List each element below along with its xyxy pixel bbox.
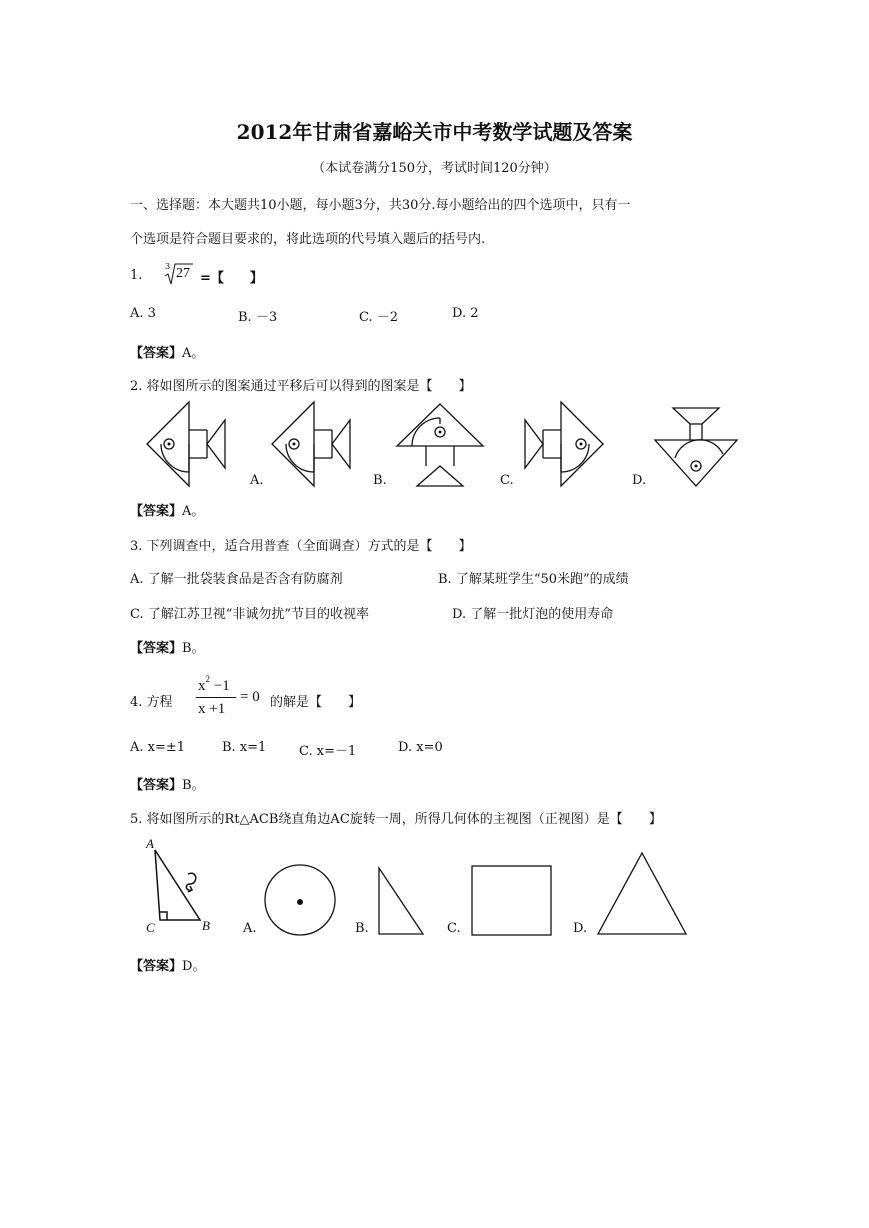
answer-value: B。	[182, 778, 205, 793]
q5-triangle-figure	[140, 836, 230, 940]
q2-original-fish-figure	[147, 402, 229, 488]
q2-stem: 2. 将如图所示的图案通过平移后可以得到的图案是【 】	[130, 379, 472, 394]
q4-answer	[130, 774, 205, 793]
q4-numerator-exponent: 2	[205, 674, 210, 684]
fraction-bar	[196, 697, 236, 698]
answer-label: 【答案】	[130, 641, 183, 656]
q5-option-b-triangle-figure	[377, 866, 427, 938]
q1-bracket: =【 】	[200, 271, 263, 286]
q3-option-c: C. 了解江苏卫视“非诚勿扰”节目的收视率	[130, 607, 370, 622]
q4-numerator	[198, 676, 230, 695]
q5-option-c-rectangle-figure	[471, 865, 553, 937]
section-intro-line2: 个选项是符合题目要求的，将此选项的代号填入题后的括号内.	[130, 232, 486, 247]
q3-stem: 3. 下列调查中，适合用普查（全面调查）方式的是【 】	[130, 539, 472, 554]
q1-option-c: C. －2	[359, 310, 399, 325]
q3-option-d: D. 了解一批灯泡的使用寿命	[452, 607, 614, 622]
answer-value: A。	[182, 346, 205, 361]
q3-option-b: B. 了解某班学生“50米跑”的成绩	[438, 572, 629, 587]
q4-numerator-base: x	[198, 678, 206, 694]
q5-option-a-circle-figure	[264, 864, 336, 936]
answer-label: 【答案】	[130, 346, 183, 361]
q2-option-d-figure	[655, 408, 737, 488]
q3-option-a: A. 了解一批袋装食品是否含有防腐剂	[130, 572, 343, 587]
q1-option-a: A. 3	[130, 306, 156, 321]
answer-label: 【答案】	[130, 959, 183, 974]
q4-numerator-tail: −1	[210, 678, 230, 694]
q5-option-c-label: C.	[447, 921, 461, 936]
q1-option-d: D. 2	[452, 306, 479, 321]
q2-option-c-figure	[525, 402, 607, 488]
q3-answer	[130, 637, 205, 656]
q2-option-a-label: A.	[250, 473, 264, 488]
q2-option-d-label: D.	[632, 473, 647, 488]
q2-option-c-label: C.	[500, 473, 514, 488]
q1-root-index: 3	[165, 262, 171, 271]
q4-denominator: x +1	[198, 701, 226, 717]
answer-value: B。	[182, 641, 205, 656]
vertex-label-b: B	[202, 918, 210, 933]
q2-option-b-label: B.	[373, 473, 387, 488]
answer-label: 【答案】	[130, 778, 183, 793]
q4-prefix: 4. 方程	[130, 695, 173, 710]
vertex-label-a: A	[146, 836, 154, 851]
q1-number: 1.	[130, 268, 143, 283]
q2-answer	[130, 500, 204, 519]
q5-answer	[130, 955, 205, 974]
q5-option-a-label: A.	[243, 921, 257, 936]
q4-option-d: D. x=0	[398, 740, 443, 755]
q2-option-a-figure	[272, 402, 354, 488]
section-intro-line1: 一、选择题：本大题共10小题，每小题3分，共30分.每小题给出的四个选项中，只有一	[130, 198, 631, 213]
q5-option-b-label: B.	[355, 921, 369, 936]
answer-value: D。	[182, 959, 206, 974]
page-title: 2012年甘肃省嘉峪关市中考数学试题及答案	[236, 120, 633, 144]
q4-option-a: A. x=±1	[130, 740, 186, 755]
q4-option-c: C. x=－1	[299, 744, 357, 759]
q4-option-b: B. x=1	[222, 740, 267, 755]
q1-option-b: B. －3	[238, 310, 278, 325]
page-subtitle: （本试卷满分150分，考试时间120分钟）	[312, 161, 557, 176]
q4-equals: = 0	[240, 689, 260, 705]
answer-label: 【答案】	[130, 504, 183, 519]
vertex-label-c: C	[146, 920, 155, 935]
q2-option-b-figure	[397, 404, 483, 488]
q4-tail: 的解是【 】	[270, 695, 362, 710]
answer-value: A。	[182, 504, 205, 519]
q1-answer	[130, 342, 204, 361]
q1-radicand: 27	[176, 266, 190, 281]
q5-option-d-triangle-figure	[597, 852, 689, 938]
q5-option-d-label: D.	[573, 921, 588, 936]
q5-stem: 5. 将如图所示的Rt△ACB绕直角边AC旋转一周，所得几何体的主视图（正视图）是【 】	[130, 812, 662, 827]
q4-fraction	[194, 674, 242, 722]
